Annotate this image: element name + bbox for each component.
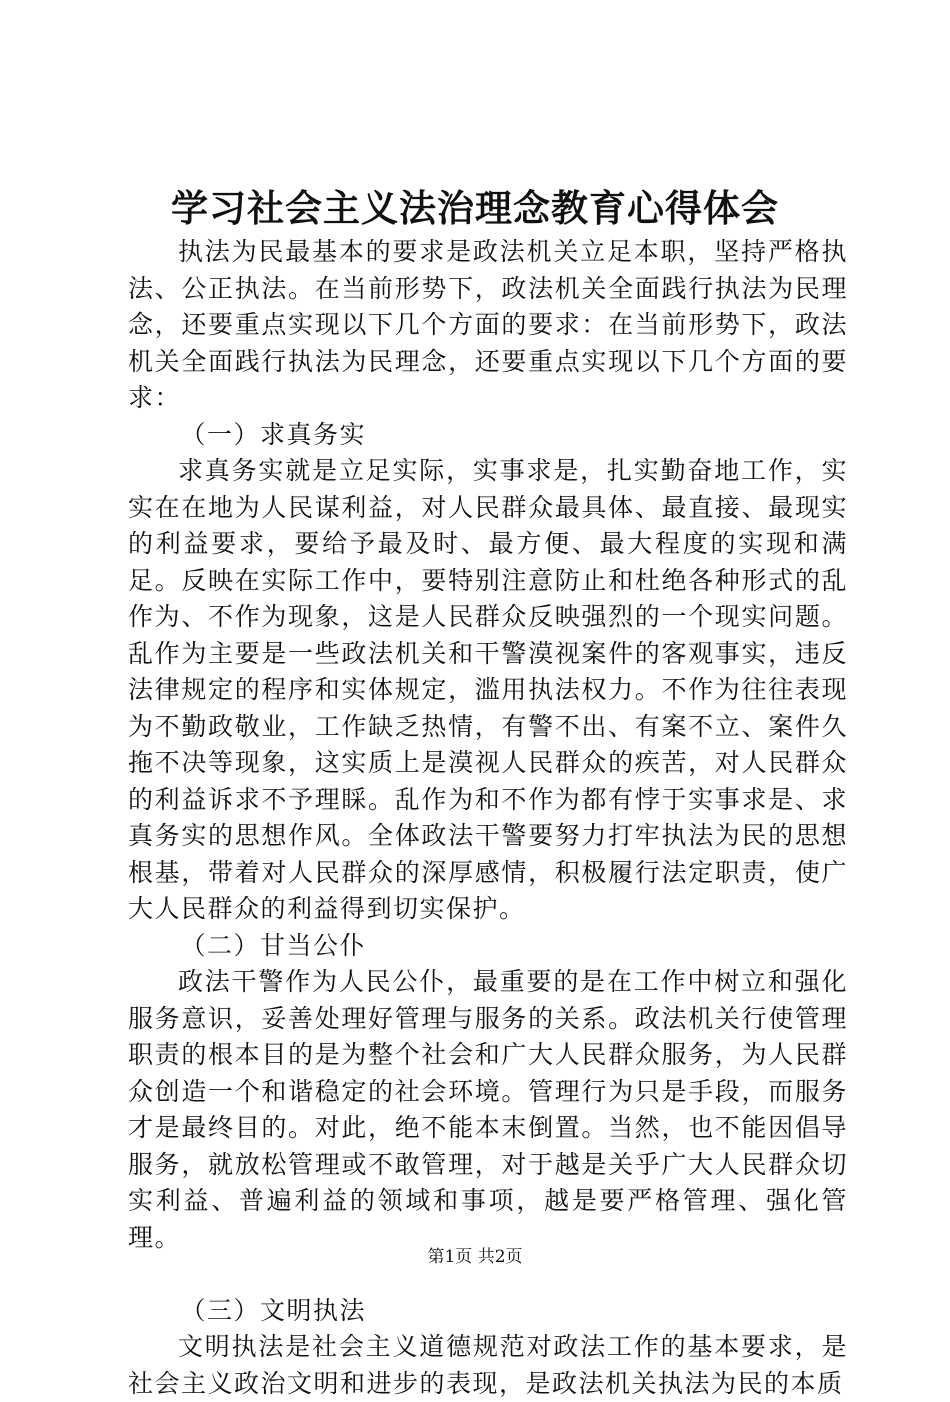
document-body [128,234,848,1402]
page-title: 学习社会主义法治理念教育心得体会 [171,186,779,230]
page-number-footer: 第1页 共2页 [427,1247,523,1267]
paragraph-section-3: 文明执法是社会主义道德规范对政法工作的基本要求，是社会主义政治文明和进步的表现，是政法机关执法为民的本质 [128,1332,848,1398]
section-heading-2: （二）甘当公仆 [180,930,367,960]
section-heading-3: （三）文明执法 [180,1295,367,1325]
paragraph-intro: 执法为民最基本的要求是政法机关立足本职，坚持严格执法、公正执法。在当前形势下，政法机关全面践行执法为民理念，还要重点实现以下几个方面的要求：在当前形势下，政法机关全面践行执法为民理念，还要重点实现以下几个方面的要求： [128,237,848,412]
paragraph-section-2: 政法干警作为人民公仆，最重要的是在工作中树立和强化服务意识，妥善处理好管理与服务的关系。政法机关行使管理职责的根本目的是为整个社会和广大人民群众服务，为人民群众创造一个和谐稳定的社会环境。管理行为只是手段，而服务才是最终目的。对此，绝不能本末倒置。当然，也不能因倡导服务，就放松管理或不敢管理，对于越是关乎广大人民群众切实利益、普遍利益的领域和事项，越是要严格管理、强化管理。 [128,967,848,1252]
section-heading-1: （一）求真务实 [180,419,367,449]
paragraph-section-1: 求真务实就是立足实际，实事求是，扎实勤奋地工作，实实在在地为人民谋利益，对人民群众最具体、最直接、最现实的利益要求，要给予最及时、最方便、最大程度的实现和满足。反映在实际工作中，要特别注意防止和杜绝各种形式的乱作为、不作为现象，这是人民群众反映强烈的一个现实问题。乱作为主要是一些政法机关和干警漠视案件的客观事实，违反法律规定的程序和实体规定，滥用执法权力。不作为往往表现为不勤政敬业，工作缺乏热情，有警不出、有案不立、案件久拖不决等现象，这实质上是漠视人民群众的疾苦，对人民群众的利益诉求不予理睬。乱作为和不作为都有悖于实事求是、求真务实的思想作风。全体政法干警要努力打牢执法为民的思想根基，带着对人民群众的深厚感情，积极履行法定职责，使广大人民群众的利益得到切实保护。 [128,456,848,923]
